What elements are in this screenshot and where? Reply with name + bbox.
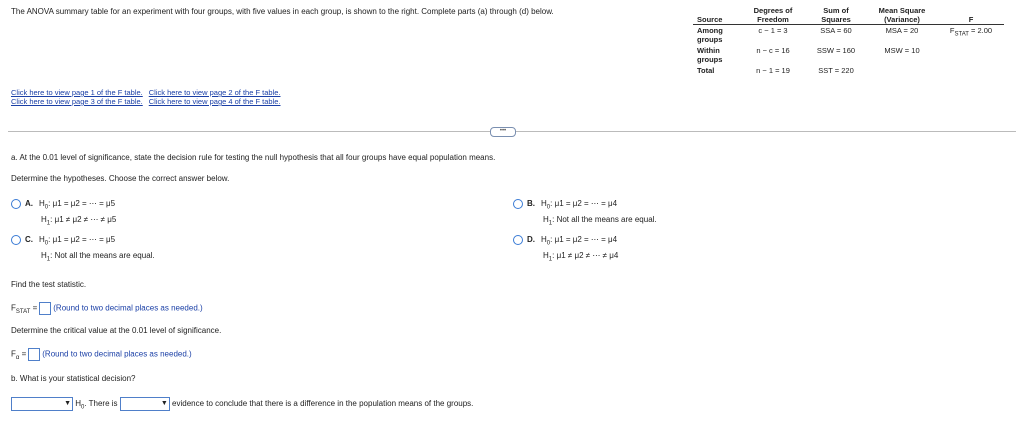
- table-row: [693, 65, 1004, 76]
- option-c-h1: Not all the means are equal.: [54, 250, 155, 260]
- row-ms: MSA = 20: [885, 26, 919, 35]
- evidence-dropdown[interactable]: [120, 397, 170, 411]
- row-ms: [866, 65, 938, 76]
- f-table-link-page-3[interactable]: Click here to view page 3 of the F table.: [11, 97, 143, 106]
- row-f: [938, 45, 1004, 65]
- option-b-h1: Not all the means are equal.: [556, 214, 657, 224]
- fstat-input[interactable]: [39, 302, 51, 315]
- hypotheses-instruction: Determine the hypotheses. Choose the correct answer below.: [11, 174, 230, 183]
- falpha-input[interactable]: [28, 348, 40, 361]
- table-row: [693, 45, 1004, 65]
- header-source: Source: [697, 15, 723, 24]
- row-df: n − 1 = 19: [756, 66, 790, 75]
- row-ss: SST = 220: [818, 66, 854, 75]
- fstat-round-hint: (Round to two decimal places as needed.): [53, 303, 203, 313]
- decision-dropdown[interactable]: [11, 397, 73, 411]
- row-source: Total: [697, 66, 715, 75]
- option-d[interactable]: D. $H_0$: μ1 = μ2 = ⋯ = μ4 $H_1$: μ1 ≠ μ2 ≠ ⋯ ≠ μ4: [513, 234, 618, 265]
- problem-prompt: The ANOVA summary table for an experiment with four groups, with five values in each group, is shown to the right. Complete parts (a) through (d) below.: [11, 7, 554, 16]
- option-d-h0: μ1 = μ2 = ⋯ = μ4: [554, 235, 618, 244]
- find-test-statistic: Find the test statistic.: [11, 280, 87, 289]
- critical-value-label: Determine the critical value at the 0.01 level of significance.: [11, 326, 222, 335]
- fstat-row: $F_{STAT}$ = (Round to two decimal places as needed.): [11, 303, 203, 316]
- option-a-h1: μ1 ≠ μ2 ≠ ⋯ ≠ μ5: [54, 214, 117, 224]
- header-f: F: [968, 15, 974, 24]
- header-ms: Mean Square (Variance): [878, 6, 926, 24]
- option-d-radio[interactable]: [513, 235, 523, 245]
- row-df: c − 1 = 3: [758, 26, 788, 35]
- row-f: [938, 65, 1004, 76]
- f-table-link-page-4[interactable]: Click here to view page 4 of the F table.: [148, 97, 281, 106]
- option-b-h0: μ1 = μ2 = ⋯ = μ4: [554, 199, 618, 208]
- falpha-round-hint: (Round to two decimal places as needed.): [42, 349, 192, 359]
- header-df: Degrees of Freedom: [753, 6, 793, 24]
- part-a-question: a. At the 0.01 level of significance, state the decision rule for testing the null hypothesis that all four groups have equal population means.: [11, 153, 496, 162]
- row-source: Among groups: [697, 26, 723, 44]
- option-b-radio[interactable]: [513, 199, 523, 209]
- conclusion-text: evidence to conclude that there is a difference in the population means of the groups.: [172, 399, 474, 409]
- decision-row: ▼ $H_0$. There is ▼ evidence to conclude that there is a difference in the population means of the groups.: [11, 397, 473, 411]
- option-c-radio[interactable]: [11, 235, 21, 245]
- table-row: [693, 25, 1004, 46]
- option-c[interactable]: C. $H_0$: μ1 = μ2 = ⋯ = μ5 $H_1$: Not all the means are equal.: [11, 234, 155, 265]
- option-b[interactable]: B. $H_0$: μ1 = μ2 = ⋯ = μ4 $H_1$: Not all the means are equal.: [513, 198, 657, 229]
- option-a-h0: μ1 = μ2 = ⋯ = μ5: [52, 199, 116, 208]
- option-d-h1: μ1 ≠ μ2 ≠ ⋯ ≠ μ4: [556, 250, 619, 260]
- option-a[interactable]: A. $H_0$: μ1 = μ2 = ⋯ = μ5 $H_1$: μ1 ≠ μ2 ≠ ⋯ ≠ μ5: [11, 198, 116, 229]
- chevron-down-icon: ▼: [160, 400, 168, 407]
- row-df: n − c = 16: [756, 46, 790, 55]
- falpha-row: $F_\alpha$ = (Round to two decimal places as needed.): [11, 349, 192, 362]
- anova-summary-table: [693, 6, 1004, 76]
- table-header-row: [693, 6, 1004, 25]
- row-ss: SSA = 60: [820, 26, 852, 35]
- chevron-down-icon: ▼: [64, 400, 71, 407]
- f-table-links: [11, 88, 287, 106]
- option-c-h0: μ1 = μ2 = ⋯ = μ5: [52, 235, 116, 244]
- row-f: $F_{STAT} = 2.00$: [949, 26, 993, 38]
- row-ss: SSW = 160: [816, 46, 856, 55]
- f-table-link-page-1[interactable]: Click here to view page 1 of the F table.: [11, 88, 143, 97]
- there-is-label: . There is: [84, 399, 118, 409]
- resize-handle[interactable]: •••: [490, 127, 516, 137]
- row-source: Within groups: [697, 46, 723, 64]
- f-stat-value: = 2.00: [971, 26, 993, 35]
- part-b-question: b. What is your statistical decision?: [11, 374, 136, 383]
- row-ms: MSW = 10: [884, 46, 920, 55]
- f-table-link-page-2[interactable]: Click here to view page 2 of the F table.: [148, 88, 281, 97]
- option-a-radio[interactable]: [11, 199, 21, 209]
- header-ss: Sum of Squares: [821, 6, 851, 24]
